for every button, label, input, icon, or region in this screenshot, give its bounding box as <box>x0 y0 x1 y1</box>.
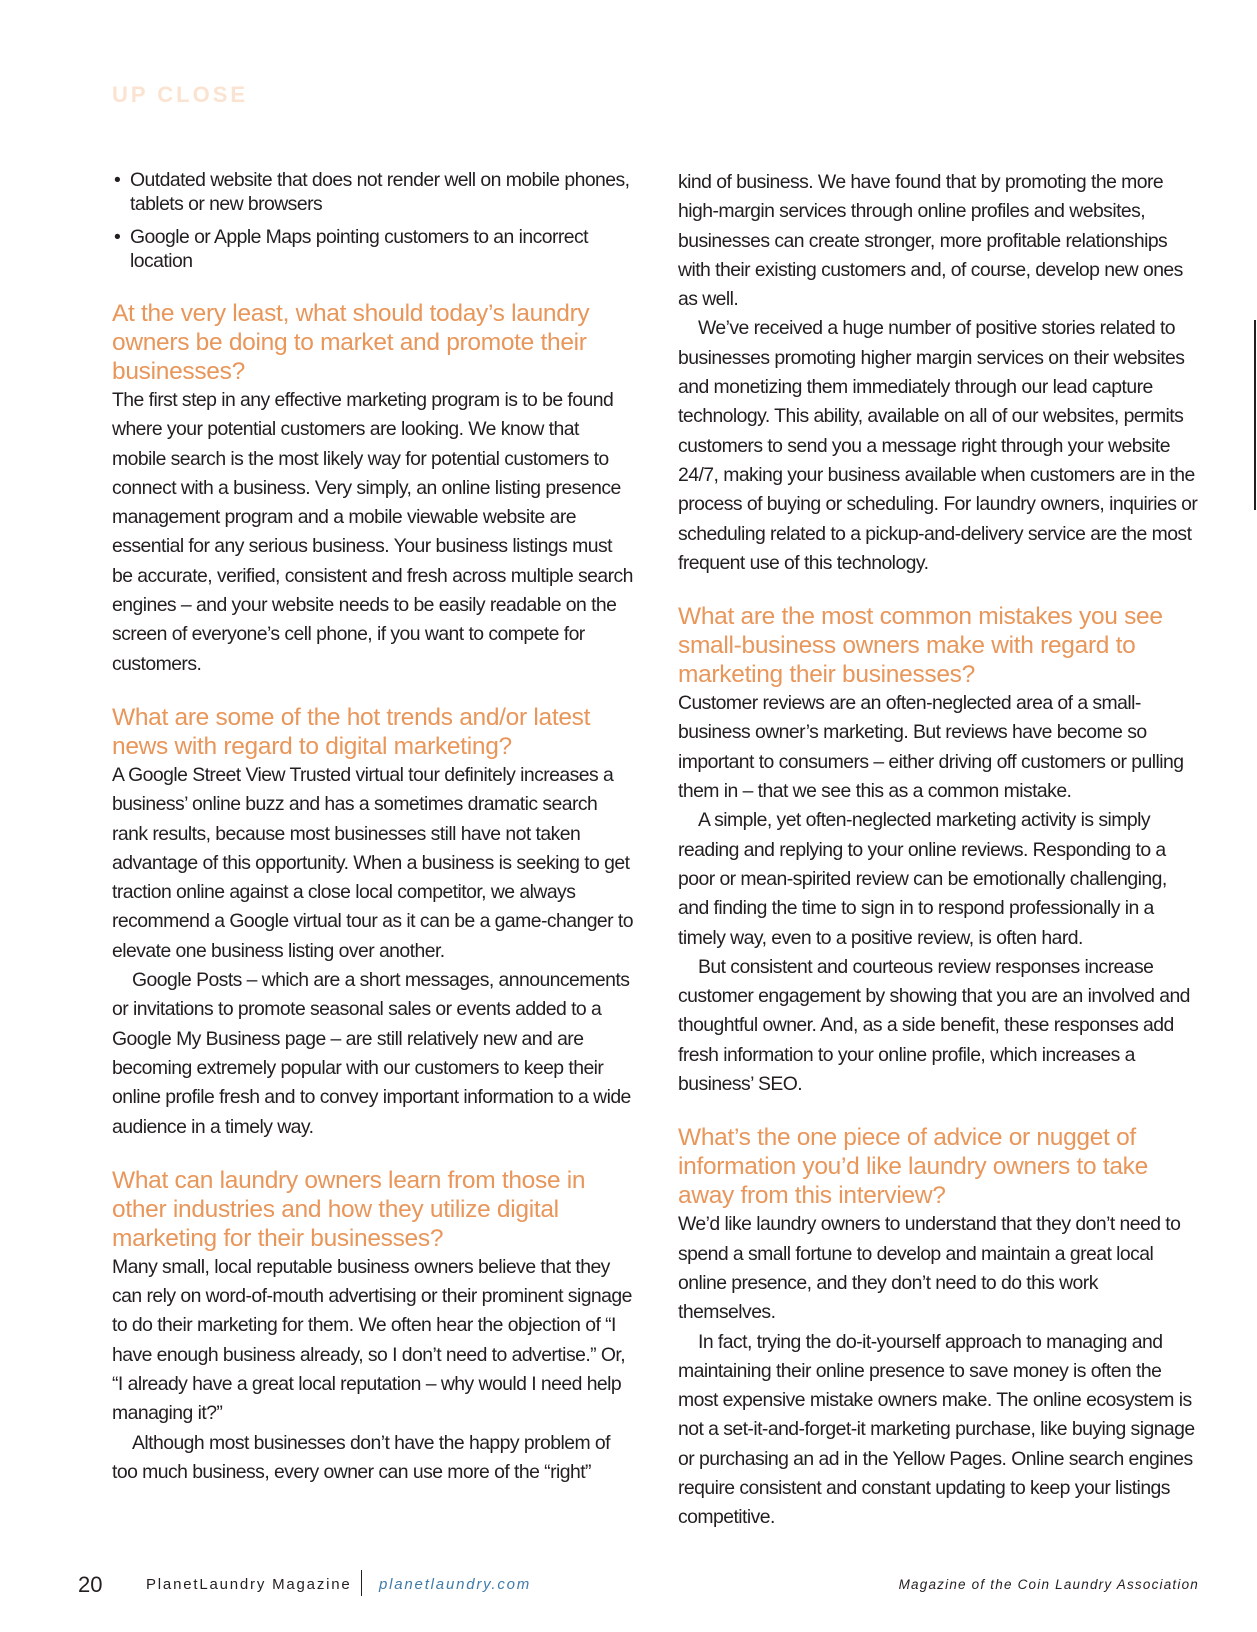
website-link[interactable]: planetlaundry.com <box>379 1576 532 1593</box>
page-edge-mark <box>1254 320 1256 510</box>
continued-paragraph: We’ve received a huge number of positive stories related to businesses promoting higher margin services on their websites and monetizing them immediately through our lead capture technology. This ability, available on all of our websites, permits customers to send you a message right through your website 24/7, making your business available when customers are in the process of buying or scheduling. For laundry owners, inquiries or scheduling related to a pickup-and-delivery service are the most frequent use of this technology. <box>678 317 1198 574</box>
answer-paragraph: A simple, yet often-neglected marketing activity is simply reading and replying to your online reviews. Responding to a poor or mean-spirited review can be emotionally challenging, and finding the time to sign in to respond professionally in a timely way, even to a positive review, is often hard. <box>678 809 1167 949</box>
question-heading: What are some of the hot trends and/or latest news with regard to digital marketing? <box>112 703 591 760</box>
continued-paragraph: kind of business. We have found that by promoting the more high-margin services through online profiles and websites, businesses can create stronger, more profitable relationships with their existing customers and, of course, develop new ones as well. <box>678 171 1183 311</box>
footer-divider <box>361 1570 362 1596</box>
question-heading: At the very least, what should today’s laundry owners be doing to market and promote their businesses? <box>112 300 590 385</box>
page-footer <box>0 1570 1257 1600</box>
right-column <box>678 168 1200 1533</box>
section-label: UP CLOSE <box>112 82 249 107</box>
list-item: • Outdated website that does not render well on mobile phones, tablets or new browsers <box>114 169 630 215</box>
question-heading: What are the most common mistakes you see small-business owners make with regard to marketing their businesses? <box>678 603 1163 689</box>
answer-paragraph: Although most businesses don’t have the happy problem of too much business, every owner can use more of the “right” <box>112 1431 610 1483</box>
answer-paragraph: Google Posts – which are a short messages, announcements or invitations to promote seasonal sales or events added to a Google My Business page – are still relatively new and are becoming extremely popular with our customers to keep their online profile fresh and to convey important information to a wide audience in a timely way. <box>112 969 631 1138</box>
answer-paragraph: Customer reviews are an often-neglected area of a small-business owner’s marketing. But reviews have become so important to consumers – either driving off customers or pulling them in – that we see this as a common mistake. <box>678 692 1184 803</box>
answer-paragraph: In fact, trying the do-it-yourself approach to managing and maintaining their online presence to save money is often the most expensive mistake owners make. The online ecosystem is not a set-it-and-forget-it marketing purchase, like buying signage or purchasing an ad in the Yellow Pages. Online search engines require consistent and constant updating to keep your listings competitive. <box>678 1330 1195 1529</box>
question-heading: What’s the one piece of advice or nugget of information you’d like laundry owners to take away from this interview? <box>678 1124 1148 1210</box>
answer-paragraph: We’d like laundry owners to understand that they don’t need to spend a small fortune to develop and maintain a great local online presence, and they don’t need to do this work themselves. <box>678 1213 1181 1324</box>
magazine-tagline: Magazine of the Coin Laundry Association <box>898 1577 1199 1592</box>
left-column <box>112 168 634 1487</box>
list-item: • Google or Apple Maps pointing customers to an incorrect location <box>114 226 589 272</box>
magazine-name: PlanetLaundry Magazine <box>146 1576 352 1593</box>
answer-paragraph: But consistent and courteous review responses increase customer engagement by showing that you are an involved and thoughtful owner. And, as a side benefit, these responses add fresh information to your online profile, which increases a business’ SEO. <box>678 955 1190 1096</box>
bullet-list <box>112 168 634 273</box>
answer-paragraph: The first step in any effective marketing program is to be found where your potential customers are looking. We know that mobile search is the most likely way for potential customers to connect with a business. Very simply, an online listing presence management program and a mobile viewable website are essential for any serious business. Your business listings must be accurate, verified, consistent and fresh across multiple search engines – and your website needs to be easily readable on the screen of everyone’s cell phone, if you want to compete for customers. <box>112 389 633 675</box>
answer-paragraph: Many small, local reputable business owners believe that they can rely on word-of-mouth advertising or their prominent signage to do their marketing for them. We often hear the objection of “I have enough business already, so I don’t need to advertise.” Or, “I already have a great local reputation – why would I need help managing it?” <box>112 1255 632 1425</box>
answer-paragraph: A Google Street View Trusted virtual tour definitely increases a business’ online buzz and has a sometimes dramatic search rank results, because most businesses still have not taken advantage of this opportunity. When a business is seeking to get traction online against a close local competitor, we always recommend a Google virtual tour as it can be a game-changer to elevate one business listing over another. <box>112 763 633 962</box>
question-heading: What can laundry owners learn from those in other industries and how they utilize digital marketing for their businesses? <box>112 1166 586 1252</box>
page-number: 20 <box>78 1572 103 1597</box>
